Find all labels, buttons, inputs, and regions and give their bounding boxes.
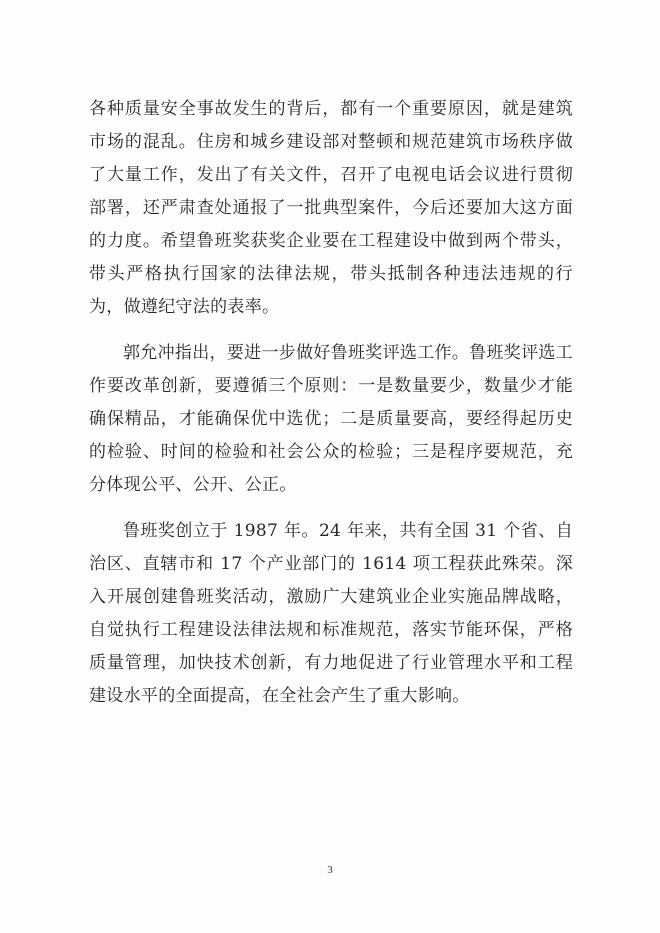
paragraph-2: 郭允冲指出，要进一步做好鲁班奖评选工作。鲁班奖评选工作要改革创新，要遵循三个原则：一是数量要少，数量少才能确保精品，才能确保优中选优；二是质量要高，要经得起历史的检验、时间的检验和社会公众的检验；三是程序要规范，充分体现公平、公开、公正。 [89, 343, 573, 495]
paragraph-3: 鲁班奖创立于 1987 年。24 年来，共有全国 31 个省、自治区、直辖市和 17 个产业部门的 1614 项工程获此殊荣。深入开展创建鲁班奖活动，激励广大建筑业企业实施品牌战略，自觉执行工程建设法律法规和标准规范，落实节能环保，严格质量管理，加快技术创新，有力地促进了行业管理水平和工程建设水平的全面提高，在全社会产生了重大影响。 [89, 521, 573, 706]
paragraph-1: 各种质量安全事故发生的背后，都有一个重要原因，就是建筑市场的混乱。住房和城乡建设部对整顿和规范建筑市场秩序做了大量工作，发出了有关文件，召开了电视电话会议进行贯彻部署，还严肃查处通报了一批典型案件，今后还要加大这方面的力度。希望鲁班奖获奖企业要在工程建设中做到两个带头，带头严格执行国家的法律法规，带头抵制各种违法违规的行为，做遵纪守法的表率。 [89, 99, 573, 317]
document-body [89, 93, 573, 713]
page-number: 3 [327, 864, 333, 876]
